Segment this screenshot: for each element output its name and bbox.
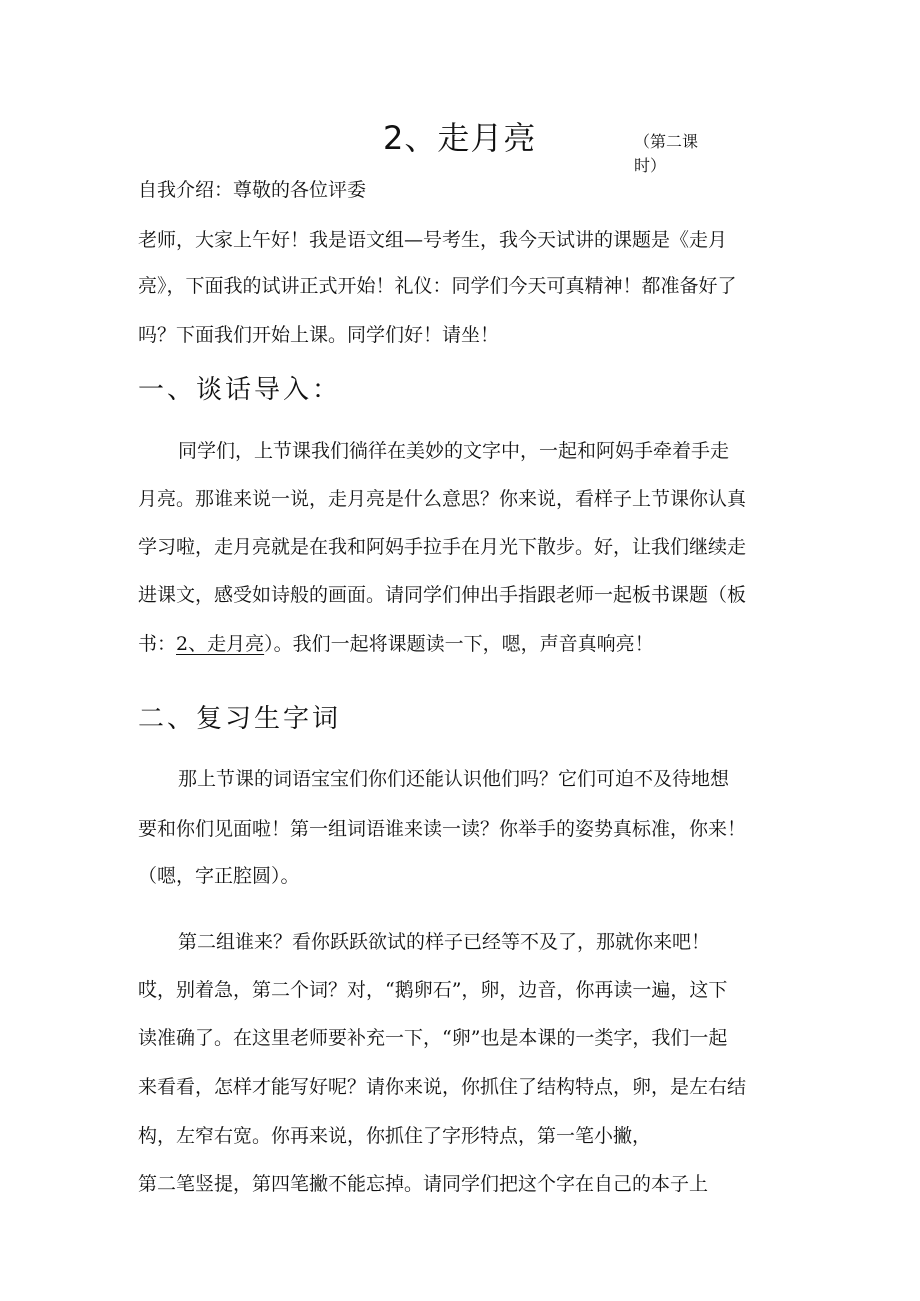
section2-para2-line-1: 第二组谁来？看你跃跃欲试的样子已经等不及了，那就你来吧！ bbox=[178, 931, 711, 953]
section2-para1-line-3: （嗯，字正腔圆）。 bbox=[138, 865, 300, 887]
section2-para1-line-2: 要和你们见面啦！第一组词语谁来读一读？你举手的姿势真标准，你来！ bbox=[138, 818, 747, 840]
section-heading-2: 二、复习生字词 bbox=[138, 704, 342, 734]
board-title-underlined: 2、走月亮 bbox=[176, 633, 265, 655]
intro-line-1: 自我介绍：尊敬的各位评委 bbox=[138, 179, 367, 201]
section1-line-3: 学习啦，走月亮就是在我和阿妈手拉手在月光下散步。好，让我们继续走 bbox=[138, 536, 747, 558]
subtitle-line-2: 时） bbox=[634, 156, 667, 175]
section-heading-1: 一、谈话导入： bbox=[138, 375, 342, 405]
section2-para2-line-4: 来看看，怎样才能写好呢？请你来说，你抓住了结构特点，卵，是左右结 bbox=[138, 1076, 747, 1098]
section1-line-5-prefix: 书： bbox=[138, 633, 177, 655]
section1-line-1: 同学们，上节课我们徜徉在美妙的文字中，一起和阿妈手牵着手走 bbox=[178, 440, 730, 462]
lesson-subtitle bbox=[634, 130, 724, 178]
section1-line-2: 月亮。那谁来说一说，走月亮是什么意思？你来说，看样子上节课你认真 bbox=[138, 488, 747, 510]
section2-para2-line-6: 第二笔竖提，第四笔撇不能忘掉。请同学们把这个字在自己的本子上 bbox=[138, 1173, 709, 1195]
section2-para2-line-2: 哎，别着急，第二个词？对，“鹅卵石”，卵，边音，你再读一遍，这下 bbox=[138, 979, 728, 1001]
lesson-title: 2、走月亮 bbox=[383, 119, 537, 157]
intro-line-4: 吗？下面我们开始上课。同学们好！请坐！ bbox=[138, 324, 500, 346]
intro-line-3: 亮》，下面我的试讲正式开始！礼仪：同学们今天可真精神！都准备好了 bbox=[138, 275, 737, 297]
section1-line-5 bbox=[138, 630, 654, 658]
section2-para2-line-3: 读准确了。在这里老师要补充一下，“卵”也是本课的一类字，我们一起 bbox=[138, 1027, 728, 1049]
subtitle-line-1: （第二课 bbox=[634, 132, 699, 151]
intro-line-2: 老师，大家上午好！我是语文组—号考生，我今天试讲的课题是《走月 bbox=[138, 229, 728, 251]
section1-line-5-suffix: ）。我们一起将课题读一下，嗯，声音真响亮！ bbox=[264, 633, 654, 655]
section1-line-4: 进课文，感受如诗般的画面。请同学们伸出手指跟老师一起板书课题（板 bbox=[138, 584, 747, 606]
section2-para1-line-1: 那上节课的词语宝宝们你们还能认识他们吗？它们可迫不及待地想 bbox=[178, 768, 730, 790]
section2-para2-line-5: 构，左窄右宽。你再来说，你抓住了字形特点，第一笔小撇， bbox=[138, 1125, 652, 1147]
